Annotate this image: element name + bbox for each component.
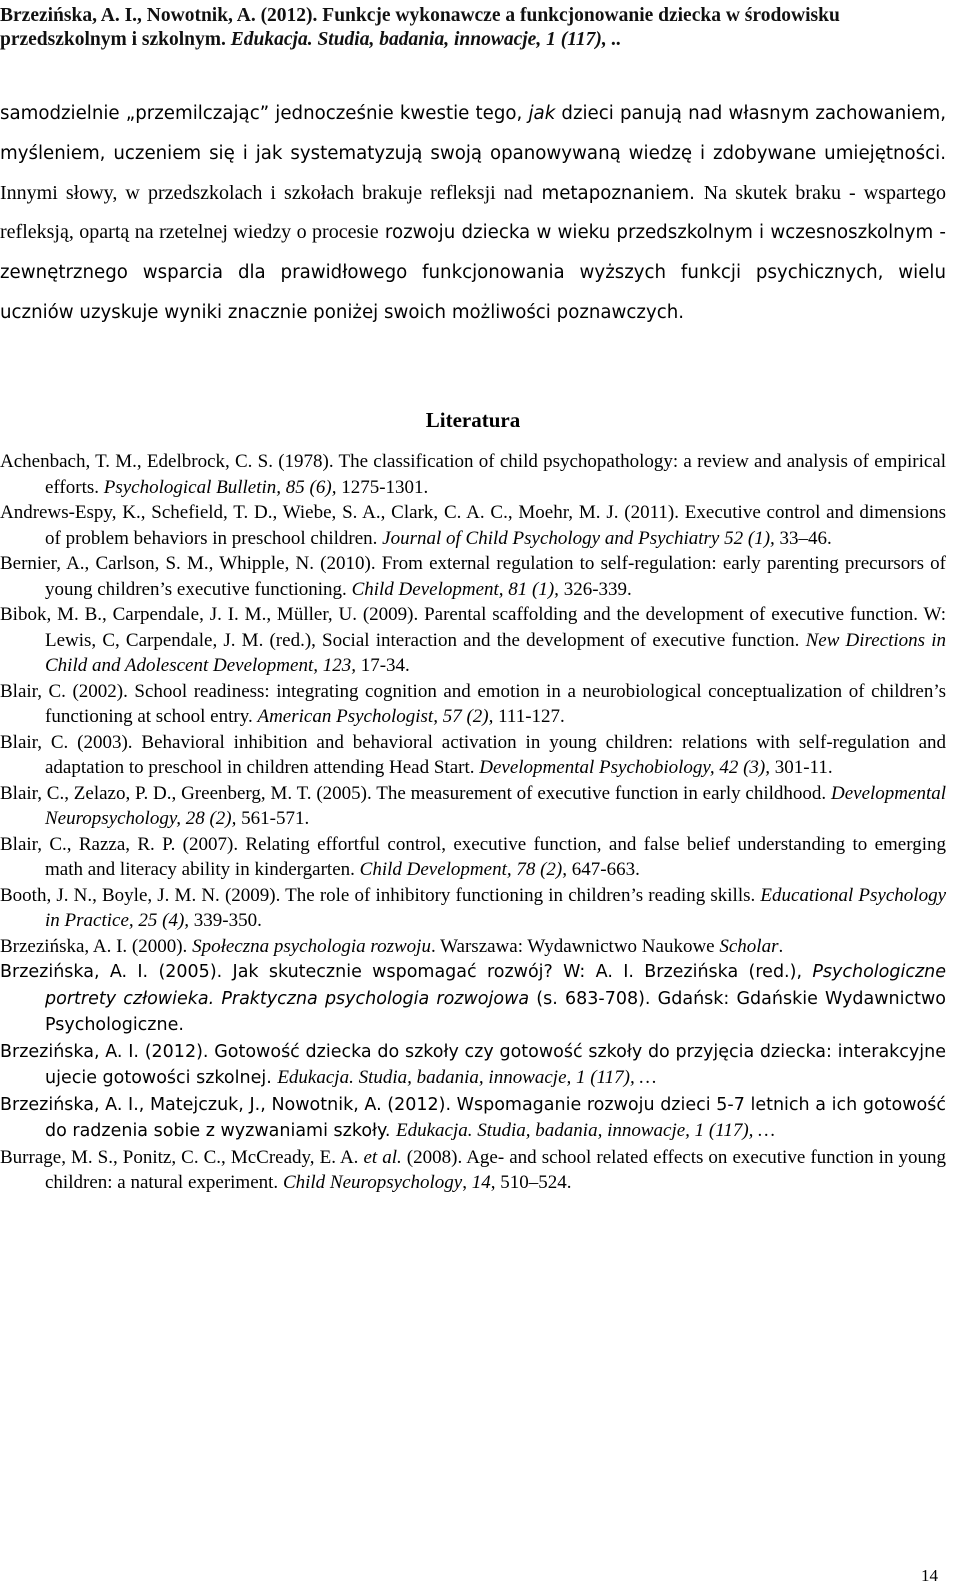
reference-item — [0, 781, 946, 832]
section-heading-literature: Literatura — [425, 408, 521, 432]
header-line-2 — [0, 28, 952, 52]
reference-segment: et al. — [363, 1146, 402, 1168]
reference-segment: . — [778, 935, 784, 957]
body-text-2: dzieci panują nad własnym zachowaniem, myśleniem, uczeniem się i jak systematyzują swoją opanowywaną wiedzę i zdobywane umiejętności. — [0, 103, 946, 164]
reference-item — [0, 500, 946, 551]
reference-segment: Psychological Bulletin, 85 (6), — [103, 476, 337, 498]
reference-segment: Burrage, M. S., Ponitz, C. C., McCready, E. A. — [0, 1146, 364, 1168]
body-text-italic: jak — [528, 103, 556, 124]
reference-segment: Developmental Psychobiology, 42 (3), — [479, 757, 770, 778]
reference-segment: Booth, J. N., Boyle, J. M. N. (2009). The role of inhibitory functioning in children’s reading skills. — [0, 884, 761, 906]
body-text-6: rozwoju dziecka w wieku przedszkolnym i wczesnoszkolnym - zewnętrznego wsparcia dla prawidłowego funkcjonowania wyższych funkcji psychicznych, wielu uczniów uzyskuje wyniki znacznie poniżej swoich możliwości poznawczych. — [0, 222, 946, 323]
reference-segment: Blair, C., Razza, R. P. (2007). Relating effortful control, executive function, and false belief understanding to emerging math and literacy ability in kindergarten. — [0, 833, 946, 880]
reference-segment: American Psychologist, 57 (2), — [257, 706, 494, 727]
body-text-4: metapoznaniem. — [532, 182, 704, 204]
reference-segment: 647-663. — [567, 859, 640, 880]
reference-item — [0, 449, 946, 500]
reference-segment: Bernier, A., Carlson, S. M., Whipple, N. (2010). From external regulation to self-regulation: early parenting precursors of young children’s executive functioning. — [0, 553, 946, 600]
reference-item — [0, 883, 946, 934]
reference-segment: Brzezińska, A. I. (2005). Jak skutecznie wspomagać rozwój? W: A. I. Brzezińska (red.), — [0, 962, 813, 982]
reference-segment: (s. 683-708). Gdańsk: Gdańskie Wydawnictwo Psychologiczne. — [45, 988, 946, 1035]
reference-item — [0, 602, 946, 679]
reference-segment: Educational Psychology in Practice, 25 (4), — [45, 884, 946, 931]
page-number: 14 — [921, 1566, 938, 1585]
header-line-2-plain: przedszkolnym i szkolnym. — [0, 29, 231, 50]
reference-segment: Brzezińska, A. I., Matejczuk, J., Nowotnik, A. (2012). Wspomaganie rozwoju dzieci 5-7 letnich a ich gotowość do radzenia sobie z wyzwaniami szkoły. — [0, 1094, 946, 1141]
reference-segment: Andrews-Espy, K., Schefield, T. D., Wiebe, S. A., Clark, C. A. C., Moehr, M. J. (2011). Executive control and dimensions of problem behaviors in preschool children. — [0, 502, 946, 549]
reference-segment: 17-34. — [355, 655, 410, 676]
reference-segment: Edukacja. Studia, badania, innowacje, 1 (117), … — [277, 1067, 657, 1088]
reference-segment: Journal of Child Psychology and Psychiatry 52 (1), — [382, 527, 775, 549]
reference-segment: 14 — [471, 1172, 491, 1193]
reference-item — [0, 1092, 946, 1145]
reference-segment: Achenbach, T. M., Edelbrock, C. S. (1978). The classification of child psychopathology: a review and analysis of empirical efforts. — [0, 451, 946, 498]
body-text-3: Innymi słowy, w przedszkolach i szkołach brakuje refleksji nad — [0, 181, 533, 204]
reference-item — [0, 832, 946, 883]
reference-segment: 301-11. — [769, 757, 833, 778]
reference-segment: Brzezińska, A. I. (2000). — [0, 935, 193, 957]
reference-item — [0, 934, 946, 960]
reference-segment: Psychologiczne portrety człowieka. Praktyczna psychologia rozwojowa — [45, 962, 946, 1009]
body-text-5: Na skutek braku - wspartego refleksją, opartą na rzetelnej wiedzy o procesie — [0, 181, 946, 244]
reference-segment: Child Development, 81 (1), — [351, 578, 559, 600]
reference-segment: Społeczna psychologia rozwoju — [192, 935, 431, 957]
reference-item — [0, 1039, 946, 1092]
reference-segment: Blair, C., Zelazo, P. D., Greenberg, M. T. (2005). The measurement of executive function in early childhood. — [0, 782, 831, 804]
body-paragraph — [0, 94, 946, 333]
reference-segment: Developmental Neuropsychology, 28 (2), — [45, 782, 946, 829]
reference-item — [0, 1145, 946, 1196]
reference-segment: 326-339. — [558, 578, 632, 600]
reference-segment: 1275-1301. — [336, 476, 429, 498]
reference-segment: , — [462, 1172, 472, 1193]
reference-item — [0, 679, 946, 730]
reference-item — [0, 551, 946, 602]
body-text-1: samodzielnie „przemilczając” jednocześnie kwestie tego, — [0, 103, 529, 124]
reference-segment: Scholar — [719, 935, 779, 957]
running-header — [0, 4, 952, 52]
reference-item — [0, 959, 946, 1039]
reference-segment: Blair, C. (2003). Behavioral inhibition and behavioral activation in young children: relations with self-regulation and adaptation to preschool in children attending Head Start. — [0, 731, 946, 778]
reference-segment: New Directions in Child and Adolescent Development, 123, — [45, 629, 946, 676]
reference-item — [0, 730, 946, 781]
reference-segment: 33–46. — [774, 527, 832, 549]
reference-segment: 561-571. — [236, 808, 310, 829]
reference-segment: Child Neuropsychology — [282, 1172, 463, 1193]
reference-segment: . Warszawa: Wydawnictwo Naukowe — [430, 935, 720, 957]
header-line-1: Brzezińska, A. I., Nowotnik, A. (2012). Funkcje wykonawcze a funkcjonowanie dziecka w środowisku — [0, 5, 840, 26]
reference-segment: Brzezińska, A. I. (2012). Gotowość dziecka do szkoły czy gotowość szkoły do przyjęcia dziecka: interakcyjne ujecie gotowości szkolnej. — [0, 1041, 946, 1088]
reference-segment: , 510–524. — [490, 1172, 572, 1193]
reference-segment: 339-350. — [189, 910, 262, 931]
header-line-2-italic: Edukacja. Studia, badania, innowacje, 1 (117), .. — [230, 29, 622, 50]
reference-segment: 111-127. — [493, 706, 565, 727]
reference-segment: Edukacja. Studia, badania, innowacje, 1 (117), … — [396, 1120, 776, 1141]
reference-segment: (2008). Age- and school related effects on executive function in young children: a natural experiment. — [45, 1146, 947, 1193]
reference-segment: Bibok, M. B., Carpendale, J. I. M., Müller, U. (2009). Parental scaffolding and the development of executive function. W: Lewis, C, Carpendale, J. M. (red.), Social interaction and the development of executive function. — [0, 604, 946, 651]
reference-segment: Blair, C. (2002). School readiness: integrating cognition and emotion in a neurobiological conceptualization of children’s functioning at school entry. — [0, 680, 946, 727]
reference-list — [0, 449, 946, 1196]
reference-segment: Child Development, 78 (2), — [359, 859, 568, 880]
